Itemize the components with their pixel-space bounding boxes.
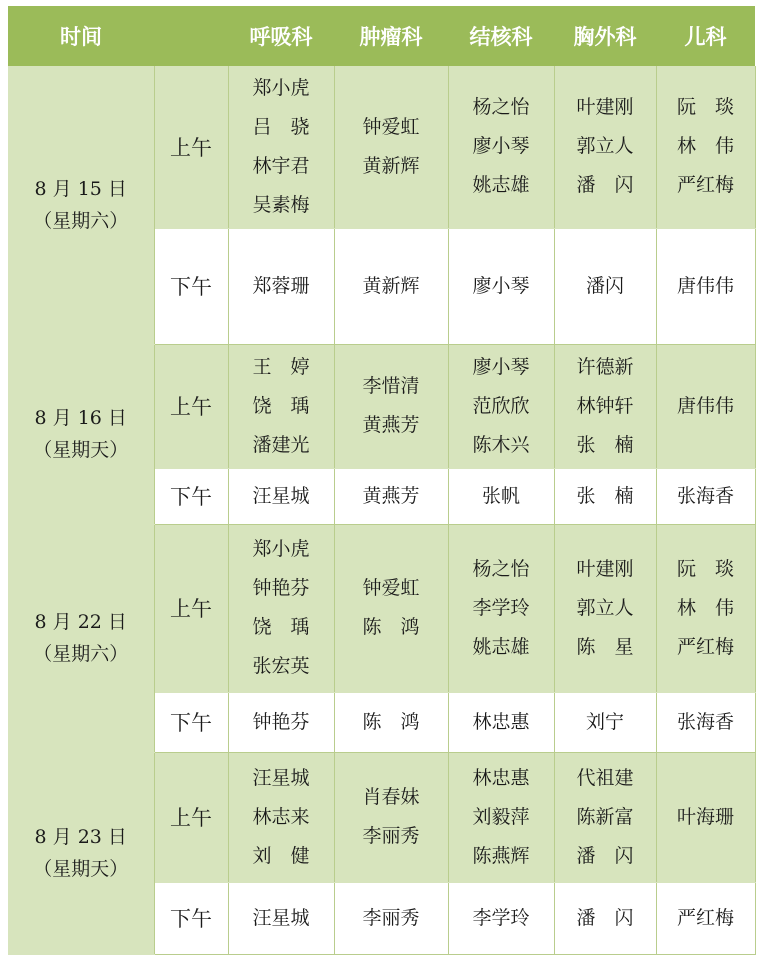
doctor-name: 郭立人	[576, 596, 634, 619]
doctor-name: 黄燕芳	[362, 484, 420, 507]
doctor-name: 阮 琰	[676, 96, 734, 119]
doctor-name: 唐伟伟	[676, 394, 734, 417]
period-morning: 上午	[154, 524, 228, 692]
schedule-cell	[228, 882, 334, 954]
doctor-name: 叶建刚	[576, 557, 634, 580]
doctor-name: 林钟轩	[576, 394, 634, 417]
doctor-name: 李丽秀	[362, 825, 420, 847]
doctor-name: 唐伟伟	[676, 274, 734, 297]
schedule-cell	[656, 524, 755, 692]
doctor-name: 饶 瑀	[252, 616, 310, 638]
date-cell	[8, 524, 154, 752]
doctor-name: 郑小虎	[252, 76, 310, 99]
schedule-cell	[228, 468, 334, 524]
period-afternoon: 下午	[154, 468, 228, 524]
day-1-am-row	[8, 66, 755, 228]
date-text: 8 月 22 日	[34, 611, 127, 633]
doctor-name: 廖小琴	[472, 274, 530, 297]
date-cell	[8, 752, 154, 954]
doctor-name: 黄新辉	[362, 154, 420, 177]
date-cell	[8, 66, 154, 344]
doctor-name: 林 伟	[676, 135, 734, 158]
doctor-name: 钟艳芬	[252, 710, 310, 733]
doctor-name: 郭立人	[576, 135, 634, 158]
schedule-cell	[554, 882, 656, 954]
doctor-name: 李学玲	[472, 906, 530, 929]
schedule-cell	[554, 344, 656, 468]
doctor-name: 潘 闪	[576, 906, 634, 929]
doctor-name: 陈燕辉	[472, 844, 530, 867]
schedule-cell	[334, 66, 448, 228]
schedule-cell	[656, 882, 755, 954]
doctor-name: 潘建光	[252, 433, 310, 456]
schedule-cell	[656, 692, 755, 752]
doctor-name: 杨之怡	[472, 557, 530, 580]
date-cell	[8, 344, 154, 524]
schedule-cell	[334, 692, 448, 752]
schedule-cell	[228, 228, 334, 344]
header-thoracic-surgery: 胸外科	[554, 6, 656, 66]
schedule-cell	[656, 228, 755, 344]
header-respiratory: 呼吸科	[228, 6, 334, 66]
doctor-name: 范欣欣	[472, 394, 530, 417]
doctor-name: 张 楠	[576, 433, 634, 456]
day-3-am-row	[8, 524, 755, 692]
schedule-cell	[656, 344, 755, 468]
date-text: 8 月 15 日	[34, 177, 127, 200]
doctor-name: 刘 健	[252, 844, 310, 867]
doctor-name: 陈木兴	[472, 433, 530, 456]
doctor-name: 阮 琰	[676, 557, 734, 580]
doctor-name: 廖小琴	[472, 135, 530, 158]
schedule-cell	[448, 692, 554, 752]
doctor-name: 张帆	[481, 484, 520, 507]
doctor-name: 陈 星	[576, 635, 634, 658]
period-afternoon: 下午	[154, 692, 228, 752]
doctor-name: 刘宁	[585, 710, 624, 733]
schedule-table	[8, 6, 756, 955]
doctor-name: 严红梅	[676, 635, 734, 658]
period-afternoon: 下午	[154, 228, 228, 344]
schedule-cell	[228, 752, 334, 882]
doctor-name: 叶海珊	[676, 805, 734, 828]
schedule-cell	[448, 524, 554, 692]
doctor-name: 林宇君	[252, 154, 310, 177]
doctor-name: 黄燕芳	[362, 414, 420, 436]
doctor-name: 潘 闪	[576, 844, 634, 867]
schedule-cell	[448, 228, 554, 344]
schedule-cell	[334, 524, 448, 692]
schedule-cell	[656, 66, 755, 228]
schedule-cell	[228, 344, 334, 468]
doctor-name: 廖小琴	[472, 355, 530, 378]
period-morning: 上午	[154, 66, 228, 228]
doctor-name: 严红梅	[676, 174, 734, 197]
schedule-cell	[554, 692, 656, 752]
schedule-cell	[228, 692, 334, 752]
doctor-name: 王 婷	[252, 355, 310, 378]
doctor-name: 林忠惠	[472, 710, 530, 733]
day-2-am-row	[8, 344, 755, 468]
schedule-body	[8, 66, 755, 954]
weekday-text: （星期六）	[33, 643, 129, 665]
date-text: 8 月 16 日	[34, 407, 127, 429]
doctor-name: 吕 骁	[252, 115, 310, 138]
schedule-cell	[334, 344, 448, 468]
schedule-cell	[334, 882, 448, 954]
schedule-cell	[448, 882, 554, 954]
schedule-cell	[334, 468, 448, 524]
doctor-name: 郑蓉珊	[252, 274, 310, 297]
weekday-text: （星期天）	[33, 439, 129, 461]
doctor-name: 张海香	[676, 710, 734, 733]
weekday-text: （星期天）	[33, 858, 129, 880]
doctor-name: 陈新富	[576, 805, 634, 828]
doctor-name: 林 伟	[676, 596, 734, 619]
doctor-name: 叶建刚	[576, 96, 634, 119]
schedule-cell	[554, 468, 656, 524]
doctor-name: 代祖建	[576, 766, 634, 789]
schedule-cell	[656, 752, 755, 882]
doctor-name: 姚志雄	[472, 174, 530, 197]
doctor-name: 杨之怡	[472, 96, 530, 119]
header-period	[154, 6, 228, 66]
doctor-name: 陈 鸿	[362, 710, 420, 733]
doctor-name: 李学玲	[472, 596, 530, 619]
doctor-name: 陈 鸿	[362, 616, 420, 638]
doctor-name: 严红梅	[676, 906, 734, 929]
doctor-name: 郑小虎	[252, 538, 310, 560]
period-morning: 上午	[154, 344, 228, 468]
doctor-name: 张海香	[676, 484, 734, 507]
schedule-cell	[448, 752, 554, 882]
doctor-name: 汪星城	[252, 906, 310, 929]
doctor-name: 钟艳芬	[252, 577, 310, 599]
doctor-name: 钟爱虹	[362, 577, 420, 599]
date-text: 8 月 23 日	[34, 826, 127, 848]
doctor-name: 张 楠	[576, 484, 634, 507]
header-tuberculosis: 结核科	[448, 6, 554, 66]
schedule-cell	[334, 752, 448, 882]
doctor-name: 潘 闪	[576, 174, 634, 197]
doctor-name: 林志来	[252, 805, 310, 828]
header-pediatrics: 儿科	[656, 6, 755, 66]
schedule-cell	[554, 524, 656, 692]
doctor-name: 张宏英	[252, 655, 310, 677]
header-oncology: 肿瘤科	[334, 6, 448, 66]
day-4-am-row	[8, 752, 755, 882]
doctor-name: 吴素梅	[252, 193, 310, 216]
doctor-name: 刘毅萍	[472, 805, 530, 828]
schedule-cell	[554, 66, 656, 228]
schedule-cell	[554, 752, 656, 882]
schedule-cell	[334, 228, 448, 344]
header-row	[8, 6, 755, 66]
doctor-name: 汪星城	[252, 766, 310, 789]
doctor-name: 饶 瑀	[252, 394, 310, 417]
period-morning: 上午	[154, 752, 228, 882]
schedule-cell	[228, 66, 334, 228]
schedule-cell	[448, 468, 554, 524]
header-time: 时间	[8, 6, 154, 66]
schedule-cell	[228, 524, 334, 692]
period-afternoon: 下午	[154, 882, 228, 954]
schedule-cell	[554, 228, 656, 344]
doctor-name: 黄新辉	[362, 274, 420, 297]
doctor-name: 李惜清	[362, 375, 420, 397]
doctor-name: 李丽秀	[362, 906, 420, 929]
doctor-name: 林忠惠	[472, 766, 530, 789]
schedule-cell	[448, 344, 554, 468]
doctor-name: 钟爱虹	[362, 115, 420, 138]
doctor-name: 潘闪	[585, 274, 624, 297]
weekday-text: （星期六）	[33, 209, 129, 232]
doctor-name: 许德新	[576, 355, 634, 378]
doctor-name: 姚志雄	[472, 635, 530, 658]
doctor-name: 肖春妹	[362, 786, 420, 808]
doctor-name: 汪星城	[252, 484, 310, 507]
schedule-cell	[448, 66, 554, 228]
schedule-cell	[656, 468, 755, 524]
